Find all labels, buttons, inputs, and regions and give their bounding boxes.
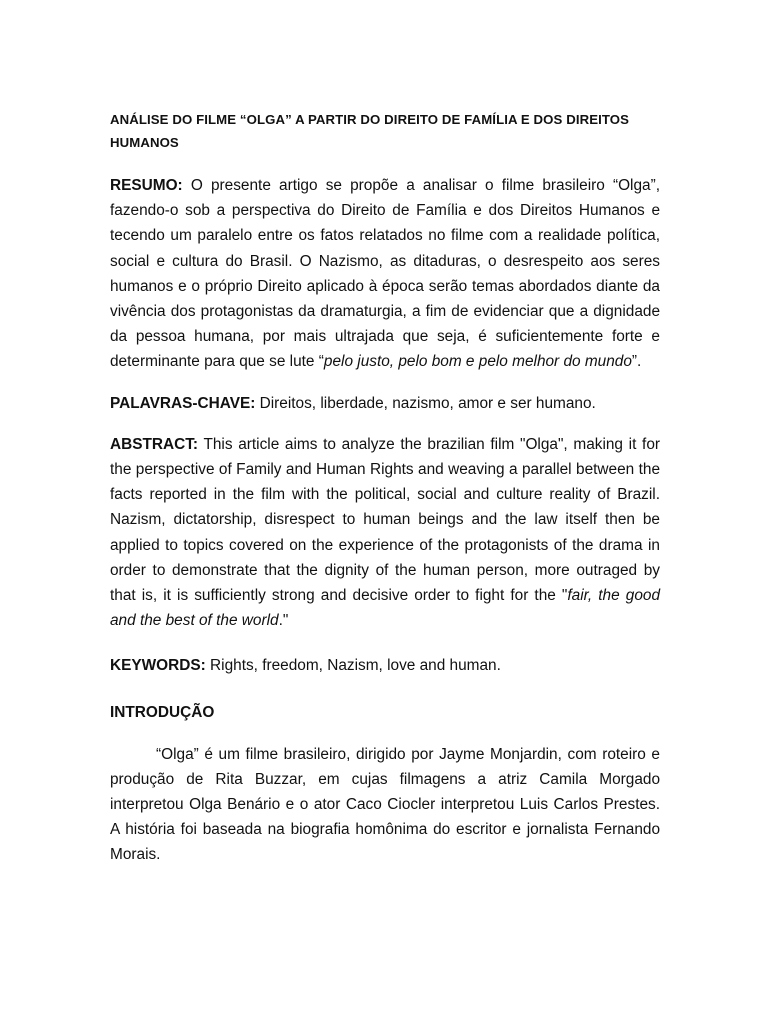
keywords-paragraph: [110, 653, 660, 678]
resumo-end: ”.: [631, 353, 642, 371]
keywords-label: KEYWORDS:: [110, 657, 206, 675]
abstract-label: ABSTRACT:: [110, 435, 199, 453]
abstract-paragraph: [110, 432, 660, 634]
keywords-text: Rights, freedom, Nazism, love and human.: [205, 657, 501, 675]
introducao-paragraph: “Olga” é um filme brasileiro, dirigido por Jayme Monjardin, com roteiro e produção de Rita Buzzar, em cujas filmagens a atriz Camila Morgado interpretou Olga Benário e o ator Caco Ciocler interpretou Luis Carlos Prestes. A história foi baseada na biografia homônima do escritor e jornalista Fernando Morais.: [110, 745, 660, 864]
palavras-chave-paragraph: [110, 391, 660, 416]
abstract-text: This article aims to analyze the brazilian film "Olga", making it for the perspective of Family and Human Rights and weaving a parallel between the facts reported in the film with the political, social and culture reality of Brazil. Nazism, dictatorship, disrespect to human beings and the law itself then be applied to topics covered on the experience of the protagonists of the drama in order to demonstrate that the dignity of the human person, more outraged by that is, it is sufficiently strong and decisive order to fight for the ": [110, 435, 660, 605]
abstract-quote: fair, the good and the best of the world: [110, 587, 660, 630]
palavras-chave-label: PALAVRAS-CHAVE:: [110, 394, 256, 412]
resumo-paragraph: [110, 173, 660, 375]
abstract-end: .": [278, 612, 289, 630]
palavras-chave-text: Direitos, liberdade, nazismo, amor e ser humano.: [255, 394, 596, 412]
document-title: ANÁLISE DO FILME “OLGA” A PARTIR DO DIREITO DE FAMÍLIA E DOS DIREITOS HUMANOS: [110, 112, 630, 150]
resumo-text: O presente artigo se propõe a analisar o filme brasileiro “Olga”, fazendo-o sob a perspectiva do Direito de Família e dos Direitos Humanos e tecendo um paralelo entre os fatos relatados no filme com a realidade política, social e cultura do Brasil. O Nazismo, as ditaduras, o desrespeito aos seres humanos e o próprio Direito aplicado à época serão temas abordados diante da vivência dos protagonistas da dramaturgia, a fim de evidenciar que a dignidade da pessoa humana, por mais ultrajada que seja, é suficientemente forte e determinante para que se lute “: [110, 177, 660, 371]
document-content: [110, 108, 660, 868]
resumo-quote: pelo justo, pelo bom e pelo melhor do mundo: [323, 353, 632, 371]
resumo-label: RESUMO:: [110, 177, 183, 194]
section-heading-introducao: INTRODUÇÃO: [110, 703, 215, 721]
